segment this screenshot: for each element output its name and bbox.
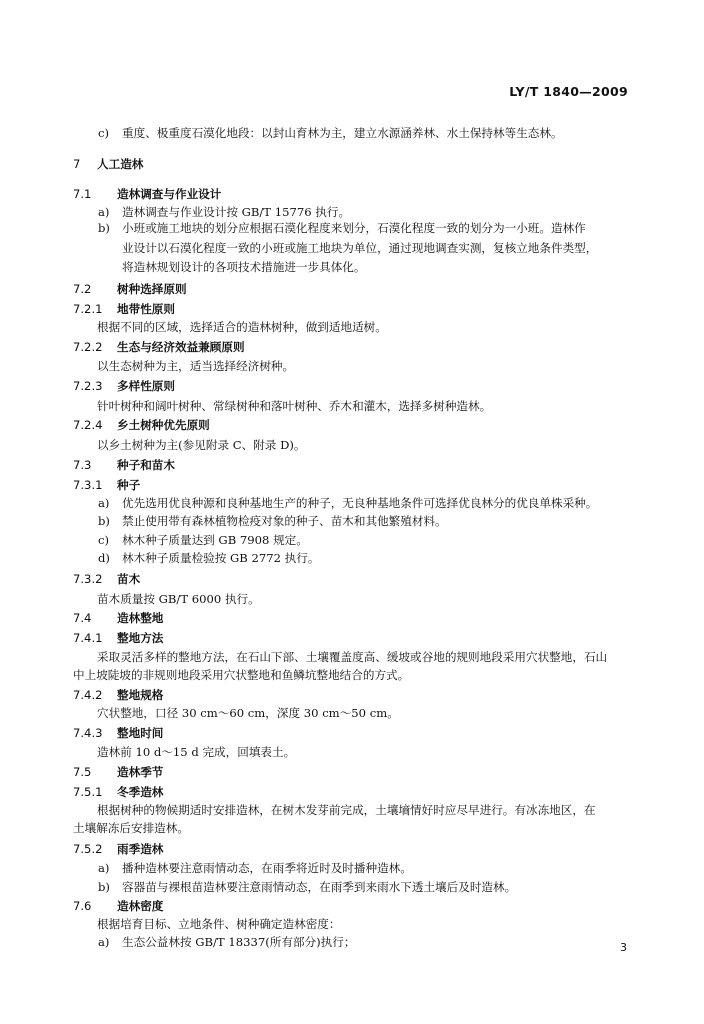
section-title: 树种选择原则 [117,282,187,296]
section-title: 种子 [117,478,141,492]
list-item-text: 容器苗与裸根苗造林要注意雨情动态，在雨季到来雨水下透土壤后及时造林。 [122,880,517,894]
section-number: 7.4.3 [73,726,103,740]
section-title: 造林密度 [117,899,164,913]
paragraph-text: 苗木质量按 GB/T 6000 执行。 [97,592,260,606]
list-item-text: 生态公益林按 GB/T 18337(所有部分)执行； [122,935,356,949]
paragraph-text: 根据树种的物候期适时安排造林，在树木发芽前完成，土壤墒情好时应尽早进行。有冰冻地区，在 [97,803,596,817]
paragraph-text: 根据培育目标、立地条件、树种确定造林密度： [97,917,341,931]
section-title: 造林整地 [117,611,164,625]
section-title: 多样性原则 [117,379,175,393]
list-item-text: 小班或施工地块的划分应根据石漠化程度来划分，石漠化程度一致的划分为一小班。造林作 [122,221,586,235]
section-title: 地带性原则 [117,302,175,316]
list-label: a) [98,205,110,219]
section-number: 7.3 [73,458,92,472]
section-title: 种子和苗木 [117,458,175,472]
page-number: 3 [620,941,627,954]
paragraph-text: 以乡土树种为主(参见附录 C、附录 D)。 [97,438,306,452]
list-item-text: 播种造林要注意雨情动态，在雨季将近时及时播种造林。 [122,861,412,875]
section-number: 7.2 [73,282,92,296]
section-number: 7.5.1 [73,785,103,799]
paragraph-text: 根据不同的区域，选择适合的造林树种，做到适地适树。 [97,320,387,334]
list-label: c) [98,533,110,547]
section-title: 造林季节 [117,765,164,779]
list-label: b) [98,514,110,528]
section-title: 雨季造林 [117,842,164,856]
section-title: 整地方法 [117,631,164,645]
paragraph-text: 以生态树种为主，适当选择经济树种。 [97,359,295,373]
list-item-text: 重度、极重度石漠化地段：以封山育林为主，建立水源涵养林、水土保持林等生态林。 [122,126,563,140]
section-number: 7.4.2 [73,688,103,702]
list-label: b) [98,221,110,235]
section-number: 7.2.4 [73,418,103,432]
paragraph-text: 针叶树种和阔叶树种、常绿树种和落叶树种、乔木和灌木，选择多树种造林。 [97,399,492,413]
section-number: 7.5 [73,765,92,779]
list-label: a) [98,496,110,510]
section-number: 7.2.3 [73,379,103,393]
section-title: 冬季造林 [117,785,164,799]
paragraph-text: 采取灵活多样的整地方法，在石山下部、土壤覆盖度高、缓坡或谷地的规则地段采用穴状整地，石山 [97,650,608,664]
section-number: 7.4 [73,611,92,625]
standard-code: LY/T 1840—2009 [509,84,628,99]
list-item-text: 禁止使用带有森林植物检疫对象的种子、苗木和其他繁殖材料。 [122,514,447,528]
list-item-text: 林木种子质量检验按 GB 2772 执行。 [122,551,320,565]
section-title: 整地时间 [117,726,164,740]
section-title: 苗木 [117,572,141,586]
section-number: 7.1 [73,187,92,201]
section-title: 人工造林 [97,157,144,171]
paragraph-text: 中上坡陡坡的非规则地段采用穴状整地和鱼鳞坑整地结合的方式。 [73,668,410,682]
section-title: 生态与经济效益兼顾原则 [117,340,245,354]
section-number: 7.5.2 [73,842,103,856]
section-title: 整地规格 [117,688,164,702]
paragraph-text: 业设计以石漠化程度一致的小班或施工地块为单位，通过现地调查实测，复核立地条件类型， [122,241,598,255]
section-number: 7.3.1 [73,478,103,492]
list-label: c) [98,126,110,140]
list-label: a) [98,935,110,949]
paragraph-text: 穴状整地，口径 30 cm～60 cm，深度 30 cm～50 cm。 [97,706,399,720]
list-label: d) [98,551,110,565]
list-item-text: 优先选用优良种源和良种基地生产的种子，无良种基地条件可选择优良林分的优良单株采种。 [122,496,598,510]
section-number: 7.3.2 [73,572,103,586]
section-number: 7.2.1 [73,302,103,316]
section-title: 造林调查与作业设计 [117,187,222,201]
list-item-text: 林木种子质量达到 GB 7908 规定。 [122,533,308,547]
paragraph-text: 土壤解冻后安排造林。 [73,821,189,835]
paragraph-text: 将造林规划设计的各项技术措施进一步具体化。 [122,260,366,274]
paragraph-text: 造林前 10 d～15 d 完成，回填表土。 [97,745,296,759]
section-number: 7.4.1 [73,631,103,645]
section-number: 7.6 [73,899,92,913]
list-item-text: 造林调查与作业设计按 GB/T 15776 执行。 [122,205,351,219]
section-title: 乡土树种优先原则 [117,418,210,432]
section-number: 7.2.2 [73,340,103,354]
list-label: b) [98,880,110,894]
list-label: a) [98,861,110,875]
section-number: 7 [73,157,81,171]
